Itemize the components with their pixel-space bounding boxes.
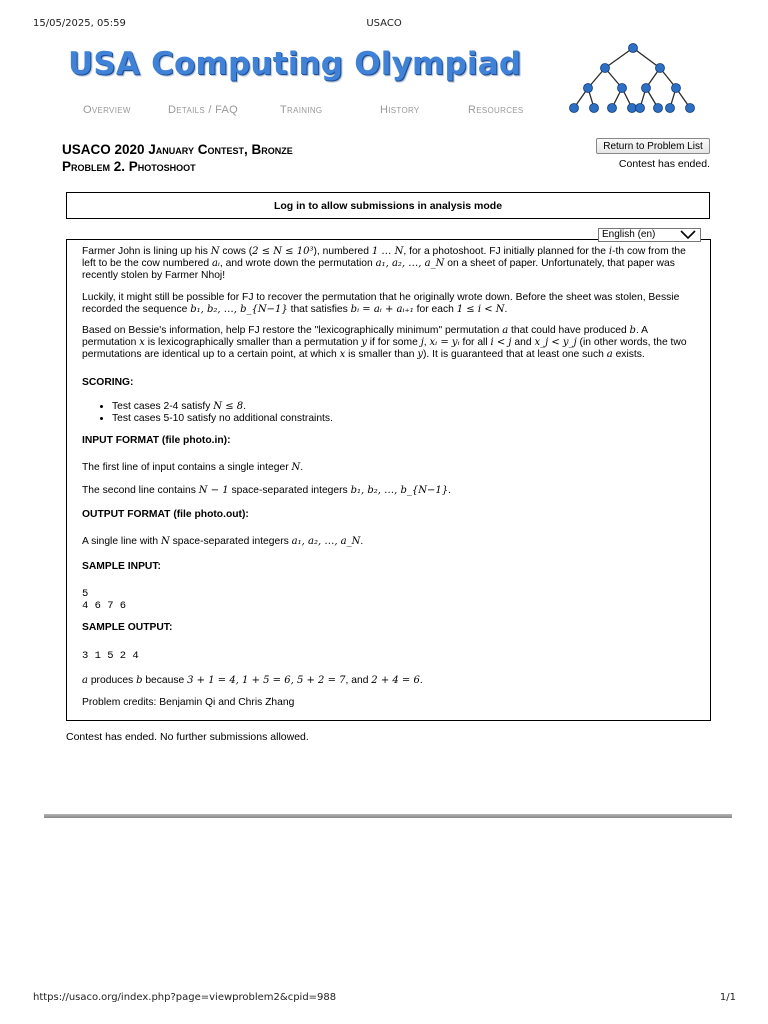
nav-training[interactable]: Training: [280, 104, 323, 116]
language-selected-value: English (en): [602, 229, 656, 240]
print-date: 15/05/2025, 05:59: [33, 18, 126, 29]
print-footer: [0, 992, 768, 1006]
divider: [44, 814, 732, 818]
list-item: • Test cases 2-4 satisfy N ≤ 8.: [112, 401, 696, 413]
print-page-number: 1/1: [719, 992, 736, 1003]
problem-title: Problem 2. Photoshoot: [62, 159, 196, 174]
nav-overview[interactable]: Overview: [83, 104, 131, 116]
site-logo-title[interactable]: USA Computing Olympiad: [68, 46, 522, 82]
input-format-heading: INPUT FORMAT (file photo.in):: [82, 435, 231, 447]
contest-status: Contest has ended.: [618, 158, 710, 170]
chevron-down-icon: [680, 230, 696, 240]
login-notice: Log in to allow submissions in analysis mode: [66, 192, 710, 219]
contest-title: USACO 2020 January Contest, Bronze: [62, 142, 293, 157]
sample-input-heading: SAMPLE INPUT:: [82, 561, 161, 573]
nav-history[interactable]: History: [380, 104, 420, 116]
problem-statement: [66, 239, 711, 721]
input-format-line-2: The second line contains N − 1 space-separated integers b₁, b₂, …, b_{N−1}.: [82, 484, 451, 496]
problem-paragraph-1: Farmer John is lining up his N cows (2 ≤ N ≤ 10³), numbered 1 … N, for a photoshoot. FJ initially planned for the i-th cow from the left to be the cow numbered aᵢ, and wrote down the permutation a₁, a₂, …, a_N on a sheet of paper. Unfortunately, that paper was recently stolen by Farmer Nhoj!: [82, 246, 686, 282]
sample-explanation: a produces b because 3 + 1 = 4, 1 + 5 = 6, 5 + 2 = 7, and 2 + 4 = 6.: [82, 674, 423, 686]
sample-output-heading: SAMPLE OUTPUT:: [82, 622, 173, 634]
top-navigation: [0, 104, 768, 120]
submission-status: Contest has ended. No further submissions allowed.: [66, 731, 309, 743]
output-format-line: A single line with N space-separated integers a₁, a₂, …, a_N.: [82, 536, 364, 548]
sample-input-block: 5 4 6 7 6: [82, 588, 127, 613]
problem-paragraph-3: Based on Bessie's information, help FJ restore the "lexicographically minimum" permutation a that could have produced b. A permutation x is lexicographically smaller than a permutation y if for some j, xᵢ = yᵢ for all i < j and x_j < y_j (in other words, the two permutations are identical up to a certain point, at which x is smaller than y). It is guaranteed that at least one such a exists.: [82, 325, 687, 361]
list-item: • Test cases 5-10 satisfy no additional constraints.: [112, 413, 696, 425]
print-header: [0, 18, 768, 32]
language-select[interactable]: [598, 228, 701, 242]
print-title: USACO: [366, 18, 402, 29]
nav-resources[interactable]: Resources: [468, 104, 524, 116]
problem-credits: Problem credits: Benjamin Qi and Chris Zhang: [82, 696, 295, 708]
output-format-heading: OUTPUT FORMAT (file photo.out):: [82, 508, 249, 520]
contest-heading: [62, 141, 293, 175]
problem-paragraph-2: Luckily, it might still be possible for FJ to recover the permutation that he originally wrote down. Before the sheet was stolen, Bessie recorded the sequence b₁, b₂, …, b_{N−1} that satisfies bᵢ = aᵢ + aᵢ₊₁ for each 1 ≤ i < N.: [82, 291, 680, 315]
scoring-heading: SCORING:: [82, 376, 134, 388]
scoring-list: [82, 401, 696, 425]
nav-details-faq[interactable]: Details / FAQ: [168, 104, 238, 116]
print-url: https://usaco.org/index.php?page=viewproblem2&cpid=988: [33, 992, 337, 1003]
return-to-problem-list-button[interactable]: Return to Problem List: [596, 138, 710, 154]
sample-output-block: 3 1 5 2 4: [82, 649, 139, 662]
input-format-line-1: The first line of input contains a single integer N.: [82, 462, 304, 474]
